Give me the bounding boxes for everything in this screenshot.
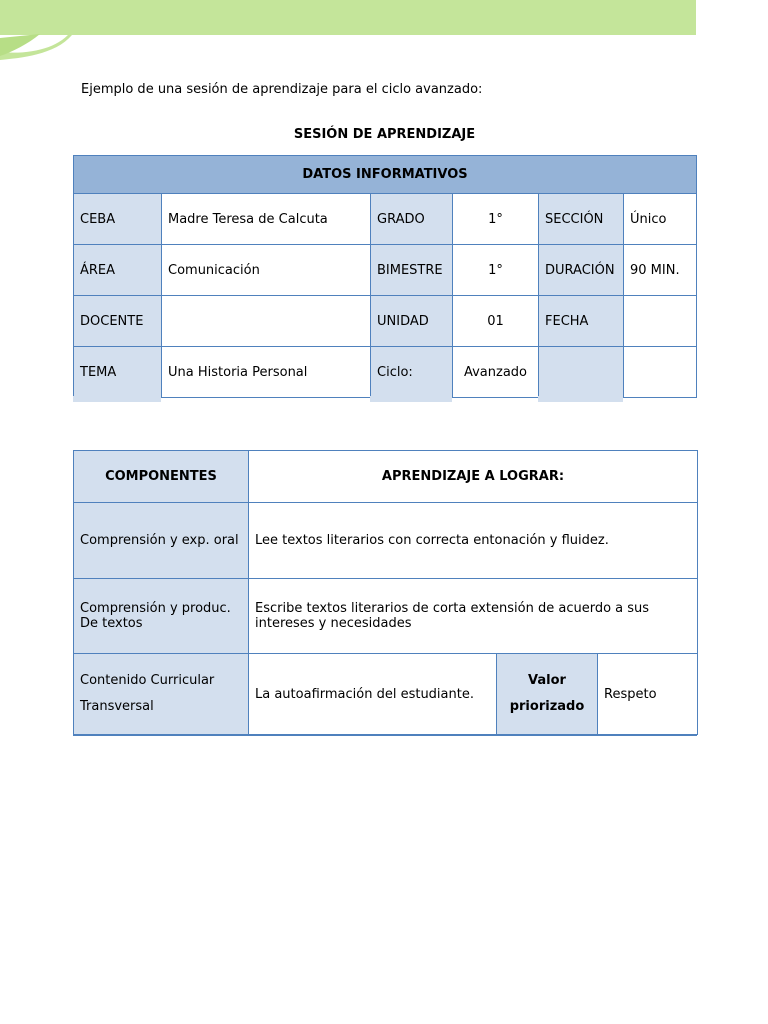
table-bottom-border (73, 734, 697, 736)
value-cell: 90 MIN. (624, 245, 697, 296)
table-row (74, 296, 697, 347)
table-row (74, 503, 698, 579)
label-cell: BIMESTRE (371, 245, 453, 296)
componentes-header: COMPONENTES (74, 451, 249, 503)
valor-line: Valor (528, 673, 566, 688)
label-cell: UNIDAD (371, 296, 453, 347)
label-cell (539, 347, 624, 398)
value-cell (624, 296, 697, 347)
value-cell: 1° (453, 245, 539, 296)
label-cell: DURACIÓN (539, 245, 624, 296)
valor-label-cell (497, 654, 598, 735)
table-row (74, 245, 697, 296)
component-cell: Comprensión y exp. oral (74, 503, 249, 579)
value-cell: Único (624, 194, 697, 245)
value-cell: Madre Teresa de Calcuta (162, 194, 371, 245)
component-line: Comprensión y produc. (80, 601, 231, 616)
value-cell: Avanzado (453, 347, 539, 398)
valor-cell: Respeto (598, 654, 698, 735)
value-cell (162, 296, 371, 347)
table-row (74, 194, 697, 245)
table-bottom-fragment (73, 396, 696, 402)
label-cell: TEMA (74, 347, 162, 398)
value-cell (624, 347, 697, 398)
label-cell: Ciclo: (371, 347, 453, 398)
top-banner (0, 0, 696, 35)
aprendizaje-header: APRENDIZAJE A LOGRAR: (249, 451, 698, 503)
datos-header: DATOS INFORMATIVOS (74, 156, 697, 194)
table-row (74, 579, 698, 654)
value-cell: Una Historia Personal (162, 347, 371, 398)
label-cell: DOCENTE (74, 296, 162, 347)
valor-line: priorizado (509, 699, 585, 714)
label-cell: GRADO (371, 194, 453, 245)
learning-cell: Escribe textos literarios de corta extensión de acuerdo a sus intereses y necesidades (249, 579, 698, 654)
label-cell: SECCIÓN (539, 194, 624, 245)
transversal-label-cell (74, 654, 249, 735)
transversal-line: Transversal (80, 699, 154, 714)
datos-informativos-table (73, 155, 697, 398)
table-row (74, 347, 697, 398)
intro-text: Ejemplo de una sesión de aprendizaje para el ciclo avanzado: (81, 82, 483, 97)
value-cell: 1° (453, 194, 539, 245)
learning-cell: Lee textos literarios con correcta entonación y fluidez. (249, 503, 698, 579)
value-cell: 01 (453, 296, 539, 347)
component-line: De textos (80, 616, 143, 631)
transversal-content-cell: La autoafirmación del estudiante. (249, 654, 497, 735)
aprendizaje-table (73, 450, 698, 735)
value-cell: Comunicación (162, 245, 371, 296)
label-cell: CEBA (74, 194, 162, 245)
session-title: SESIÓN DE APRENDIZAJE (293, 127, 476, 142)
label-cell: FECHA (539, 296, 624, 347)
transversal-line: Contenido Curricular (80, 673, 215, 688)
leaf-decoration (0, 0, 80, 70)
label-cell: ÁREA (74, 245, 162, 296)
table-row (74, 654, 698, 735)
component-cell (74, 579, 249, 654)
